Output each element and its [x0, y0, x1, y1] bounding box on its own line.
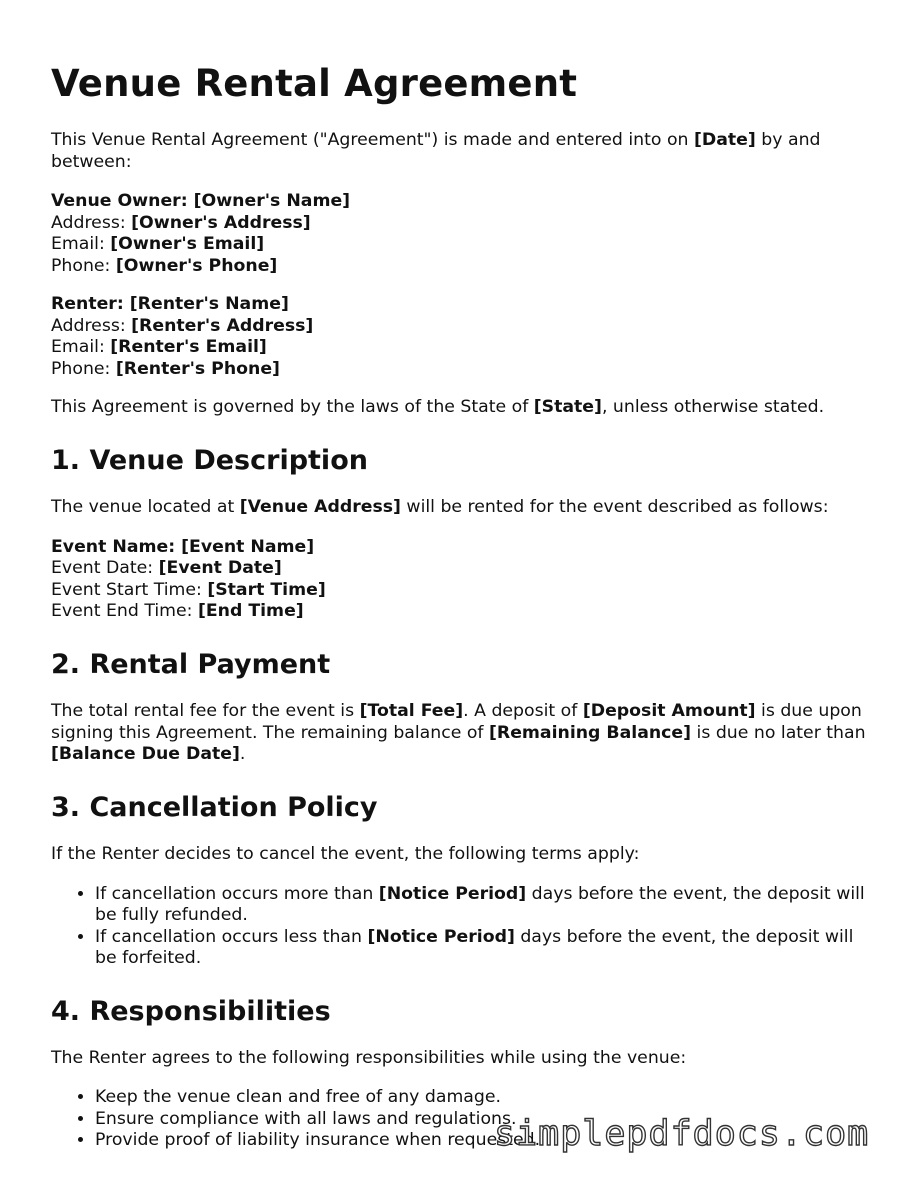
section-heading-responsibilities: 4. Responsibilities: [51, 995, 331, 1027]
renter-address-label: Address:: [51, 315, 132, 336]
owner-phone-label: Phone:: [51, 255, 116, 276]
list-item: [95, 884, 871, 927]
event-end-label: Event End Time:: [51, 601, 198, 622]
owner-block: [51, 191, 871, 277]
event-start-time: [Start Time]: [207, 579, 326, 600]
governing-text-end: , unless otherwise stated.: [601, 397, 825, 418]
governing-text: This Agreement is governed by the laws of the State of: [51, 397, 534, 418]
document-page: [51, 62, 871, 1171]
governing-state: [State]: [533, 397, 602, 418]
renter-address: [Renter's Address]: [131, 315, 314, 336]
deposit-amount: [Deposit Amount]: [582, 701, 756, 722]
event-end-time: [End Time]: [197, 601, 304, 622]
owner-address: [Owner's Address]: [131, 212, 311, 233]
total-fee: [Total Fee]: [359, 701, 464, 722]
cancellation-item-2-end: days before the event, the deposit will be forfeited.: [95, 926, 854, 969]
cancellation-intro: If the Renter decides to cancel the event, the following terms apply:: [51, 844, 640, 865]
owner-email: [Owner's Email]: [110, 234, 265, 255]
notice-period: [Notice Period]: [378, 883, 527, 904]
list-item: [95, 927, 871, 970]
renter-label: Renter:: [51, 294, 130, 315]
cancellation-item-1-text: If cancellation occurs more than: [95, 883, 379, 904]
event-block: [51, 537, 871, 623]
responsibilities-intro: The Renter agrees to the following responsibilities while using the venue:: [51, 1047, 687, 1068]
list-item: • Keep the venue clean and free of any damage.: [95, 1087, 871, 1109]
payment-paragraph: [51, 701, 871, 766]
section-heading-cancellation-policy: 3. Cancellation Policy: [51, 791, 378, 823]
event-date-label: Event Date:: [51, 558, 159, 579]
payment-text-4: is due no later than: [691, 722, 866, 743]
owner-phone: [Owner's Phone]: [115, 255, 278, 276]
event-date: [Event Date]: [158, 558, 282, 579]
balance-due-date: [Balance Due Date]: [51, 744, 240, 765]
list-item: • Provide proof of liability insurance when requested.: [95, 1130, 871, 1152]
venue-paragraph: [51, 497, 871, 519]
payment-text-2: . A deposit of: [463, 701, 583, 722]
event-start-label: Event Start Time:: [51, 579, 208, 600]
cancellation-list: [51, 884, 871, 970]
payment-text-5: .: [239, 744, 246, 765]
document-title: Venue Rental Agreement: [51, 62, 578, 105]
watermark: simplepdfdocs.com: [494, 1114, 870, 1154]
cancellation-item-2-text: If cancellation occurs less than: [95, 926, 368, 947]
venue-text-end: will be rented for the event described as follows:: [400, 497, 829, 518]
event-name: [Event Name]: [181, 536, 315, 557]
owner-address-label: Address:: [51, 212, 132, 233]
intro-text: This Venue Rental Agreement ("Agreement") is made and entered into on: [51, 130, 694, 151]
cancellation-item-1-end: days before the event, the deposit will be fully refunded.: [95, 883, 865, 926]
renter-block: [51, 294, 871, 380]
renter-phone: [Renter's Phone]: [115, 358, 280, 379]
renter-email-label: Email:: [51, 337, 111, 358]
section-heading-rental-payment: 2. Rental Payment: [51, 648, 331, 680]
notice-period: [Notice Period]: [367, 926, 515, 947]
venue-text: The venue located at: [51, 497, 240, 518]
intro-text-end: by and between:: [51, 130, 821, 172]
payment-text-3: is due upon signing this Agreement. The remaining balance of: [51, 701, 862, 743]
owner-email-label: Email:: [51, 234, 111, 255]
owner-label: Venue Owner:: [51, 191, 194, 212]
payment-text-1: The total rental fee for the event is: [51, 701, 360, 722]
governing-law-paragraph: [51, 397, 871, 419]
renter-email: [Renter's Email]: [110, 337, 267, 358]
venue-address: [Venue Address]: [239, 497, 401, 518]
list-item: • Ensure compliance with all laws and regulations.: [95, 1109, 871, 1131]
section-heading-venue-description: 1. Venue Description: [51, 444, 368, 476]
renter-name: [Renter's Name]: [129, 294, 289, 315]
remaining-balance: [Remaining Balance]: [489, 722, 692, 743]
intro-paragraph: [51, 130, 871, 173]
event-name-label: Event Name:: [51, 536, 182, 557]
renter-phone-label: Phone:: [51, 358, 116, 379]
owner-name: [Owner's Name]: [193, 191, 351, 212]
agreement-date: [Date]: [694, 130, 756, 151]
